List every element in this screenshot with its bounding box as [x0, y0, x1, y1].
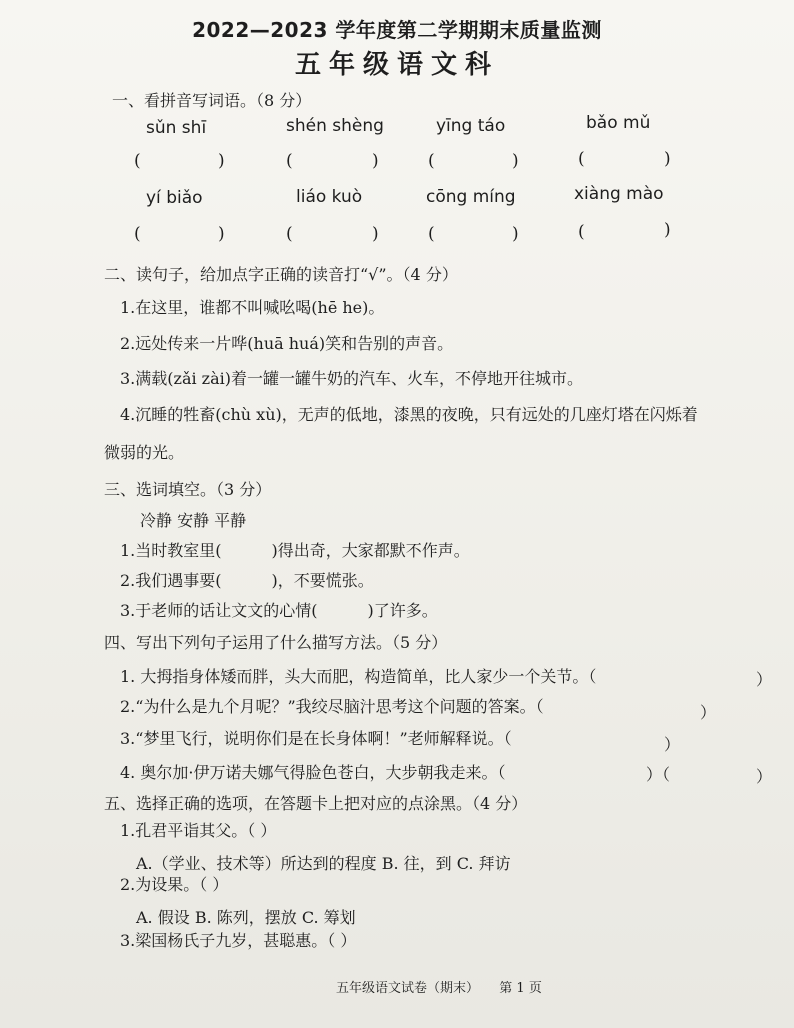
exam-subtitle: 五年级语文科: [294, 50, 499, 80]
section5-question-3: 3.梁国杨氏子九岁，甚聪惠。（ ）: [120, 931, 357, 950]
section4-item-2: 2.“为什么是九个月呢？”我绞尽脑汁思考这个问题的答案。（: [120, 697, 544, 716]
pinyin-5: yí biǎo: [146, 188, 203, 208]
answer-paren-open: (: [134, 151, 141, 171]
section2-item-3: 3.满载(zǎi zài)着一罐一罐牛奶的汽车、火车，不停地开往城市。: [120, 369, 584, 388]
section3-item-2: 2.我们遇事要( )，不要慌张。: [120, 571, 374, 590]
section2-item-4: 4.沉睡的牲畜(chù xù)，无声的低地，漆黑的夜晚，只有远处的几座灯塔在闪烁着: [120, 405, 698, 424]
section2-heading: 二、读句子，给加点字正确的读音打“√”。（4 分）: [104, 265, 458, 284]
answer-paren-close: ): [372, 224, 379, 244]
answer-paren-close: ): [512, 151, 519, 171]
answer-paren-close: ）: [756, 670, 773, 689]
pinyin-3: yīng táo: [436, 116, 506, 136]
section4-heading: 四、写出下列句子运用了什么描写方法。（5 分）: [104, 633, 448, 652]
answer-paren-close: ）: [756, 767, 773, 786]
section3-item-1: 1.当时教室里( )得出奇，大家都默不作声。: [120, 541, 470, 560]
footer-label: 五年级语文试卷（期末）: [336, 981, 480, 996]
answer-paren-open: (: [286, 224, 293, 244]
answer-paren-open: (: [134, 224, 141, 244]
section5-question-2-options: A. 假设 B. 陈列，摆放 C. 筹划: [136, 908, 356, 927]
section4-item-4: 4. 奥尔加·伊万诺夫娜气得脸色苍白，大步朝我走来。（: [120, 763, 506, 782]
section5-question-1: 1.孔君平诣其父。（ ）: [120, 821, 277, 840]
answer-paren-open: (: [286, 151, 293, 171]
answer-paren-open: (: [578, 222, 585, 242]
answer-paren-close: ): [218, 151, 225, 171]
section4-item-3: 3.“梦里飞行，说明你们是在长身体啊！”老师解释说。（: [120, 729, 512, 748]
answer-paren-close: ): [664, 149, 671, 169]
footer: [336, 977, 542, 996]
answer-paren-close: ): [512, 224, 519, 244]
section5-question-2: 2.为设果。（ ）: [120, 875, 229, 894]
answer-paren-open: (: [428, 224, 435, 244]
section3-heading: 三、选词填空。（3 分）: [104, 480, 272, 499]
pinyin-2: shén shèng: [286, 116, 384, 136]
answer-paren-close: ）: [700, 703, 717, 722]
answer-paren-open: (: [578, 149, 585, 169]
section5-heading: 五、选择正确的选项，在答题卡上把对应的点涂黑。（4 分）: [104, 794, 528, 813]
pinyin-6: liáo kuò: [296, 187, 363, 207]
answer-paren-open: (: [428, 151, 435, 171]
section2-item-2: 2.远处传来一片哗(huā huá)笑和告别的声音。: [120, 334, 454, 353]
answer-paren-close: ): [372, 151, 379, 171]
pinyin-1: sǔn shī: [146, 118, 207, 138]
section1-heading: 一、看拼音写词语。（8 分）: [112, 91, 312, 110]
answer-paren-close: ): [218, 224, 225, 244]
exam-title: 2022—2023 学年度第二学期期末质量监测: [192, 18, 602, 42]
page-number: 第 1 页: [499, 981, 542, 996]
pinyin-7: cōng míng: [426, 187, 516, 207]
pinyin-8: xiàng mào: [574, 184, 664, 204]
word-choices: 冷静 安静 平静: [140, 511, 247, 530]
answer-paren-close: ): [664, 220, 671, 240]
answer-paren-close: ）: [664, 735, 681, 754]
pinyin-4: bǎo mǔ: [586, 113, 651, 133]
section2-item-4-continuation: 微弱的光。: [104, 443, 185, 462]
section5-question-1-options: A.（学业、技术等）所达到的程度 B. 往，到 C. 拜访: [136, 854, 511, 873]
answer-paren-pair: ）（: [646, 765, 671, 784]
section2-item-1: 1.在这里，谁都不叫喊吆喝(hē he)。: [120, 298, 385, 317]
section3-item-3: 3.于老师的话让文文的心情( )了许多。: [120, 601, 438, 620]
section4-item-1: 1. 大拇指身体矮而胖，头大而肥，构造简单，比人家少一个关节。（: [120, 667, 597, 686]
